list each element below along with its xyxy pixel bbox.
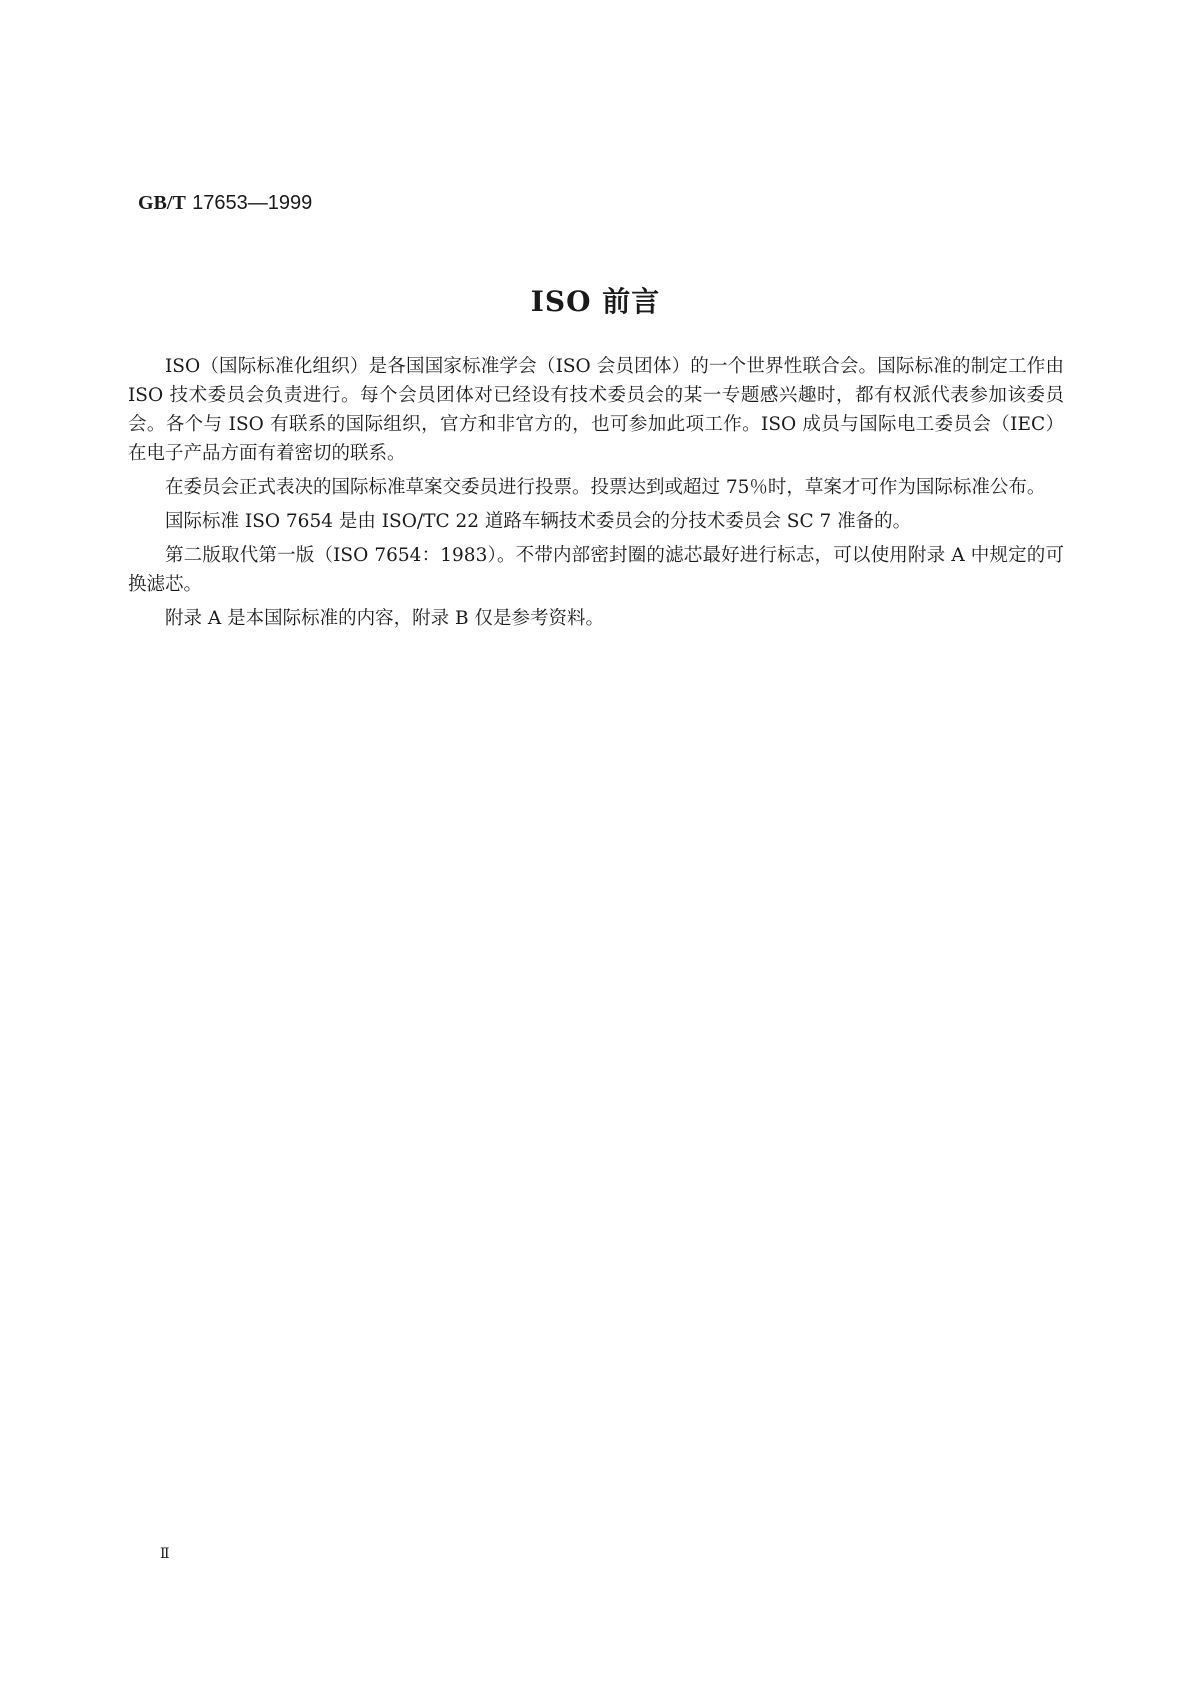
paragraph-iso-intro: ISO（国际标准化组织）是各国国家标准学会（ISO 会员团体）的一个世界性联合会。国际标准的制定工作由 ISO 技术委员会负责进行。每个会员团体对已经设有技术委员会的某一专题感兴趣时，都有权派代表参加该委员会。各个与 ISO 有联系的国际组织，官方和非官方的，也可参加此项工作。ISO 成员与国际电工委员会（IEC）在电子产品方面有着密切的联系。 — [128, 356, 1064, 464]
paragraph-preparation: 国际标准 ISO 7654 是由 ISO/TC 22 道路车辆技术委员会的分技术委员会 SC 7 准备的。 — [165, 511, 912, 532]
foreword-body — [128, 352, 1064, 638]
document-code-prefix: GB/T — [138, 192, 186, 214]
document-code-number: 17653—1999 — [192, 192, 313, 214]
paragraph-annexes: 附录 A 是本国际标准的内容，附录 B 仅是参考资料。 — [165, 608, 604, 629]
paragraph-voting: 在委员会正式表决的国际标准草案交委员进行投票。投票达到或超过 75％时，草案才可作为国际标准公布。 — [165, 477, 1046, 498]
document-code — [138, 190, 312, 215]
page-number: Ⅱ — [160, 1547, 170, 1562]
page-title: ISO 前言 — [530, 285, 661, 318]
paragraph-edition: 第二版取代第一版（ISO 7654：1983）。不带内部密封圈的滤芯最好进行标志，可以使用附录 A 中规定的可换滤芯。 — [128, 545, 1064, 595]
